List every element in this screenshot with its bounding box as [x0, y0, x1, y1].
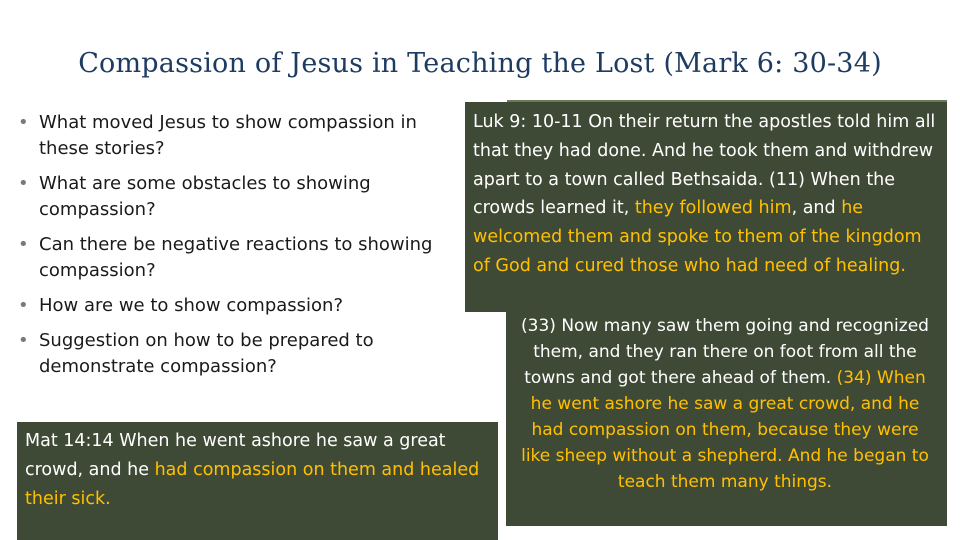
mark-text-highlight: (34) When he went ashore he saw a great crowd, and he had compassion on them, because they were like sheep without a shepherd. And he began to teach them many things.	[521, 368, 929, 492]
matthew-passage-text	[25, 427, 491, 514]
matthew-text-highlight: had compassion on them and healed their sick.	[25, 460, 480, 509]
question-list	[18, 110, 468, 389]
luke-text-plain: Luk 9: 10-11 On their return the apostles told him all that they had done. And he took them and withdrew apart to a town called Bethsaida. (11) When the crowds learned it,	[473, 112, 936, 219]
mark-text-plain: (33) Now many saw them going and recognized them, and they ran there on foot from all the towns and got there ahead of them.	[521, 316, 929, 388]
question-item	[18, 293, 468, 319]
question-item	[18, 232, 468, 284]
bullet-icon: •	[18, 234, 29, 255]
luke-text-highlight: they followed him	[634, 198, 792, 219]
bullet-icon: •	[18, 295, 29, 316]
bullet-icon: •	[18, 112, 29, 133]
question-text: How are we to show compassion?	[39, 295, 344, 316]
question-text: What moved Jesus to show compassion in these stories?	[39, 112, 417, 159]
bullet-icon: •	[18, 330, 29, 351]
bullet-icon: •	[18, 173, 29, 194]
slide-title: Compassion of Jesus in Teaching the Lost (Mark 6: 30-34)	[78, 48, 882, 79]
luke-text-highlight: he welcomed them and spoke to them of the kingdom of God and cured those who had need of healing.	[473, 198, 922, 276]
question-text: What are some obstacles to showing compassion?	[39, 173, 371, 220]
luke-text-plain: , and	[791, 198, 842, 219]
question-item	[18, 328, 468, 380]
luke-passage-text	[473, 108, 943, 281]
question-text: Can there be negative reactions to showing compassion?	[39, 234, 433, 281]
question-text: Suggestion on how to be prepared to demonstrate compassion?	[39, 330, 374, 377]
matthew-text-plain: Mat 14:14 When he went ashore he saw a great crowd, and he	[25, 431, 446, 480]
box-edge-line	[507, 100, 947, 102]
question-item	[18, 110, 468, 162]
question-item	[18, 171, 468, 223]
mark-passage-text	[520, 313, 930, 495]
